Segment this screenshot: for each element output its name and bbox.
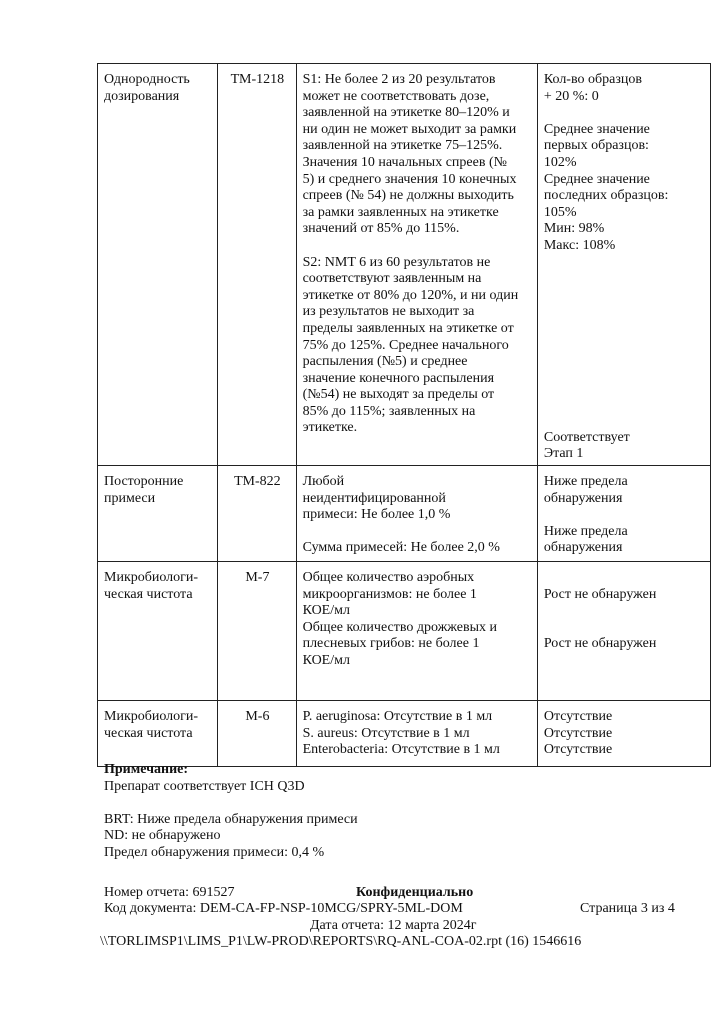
text-line: Общее количество аэробных (302, 569, 475, 585)
text-line: Среднее значение (543, 171, 650, 187)
text-line: пределы заявленных на этикетке от (302, 320, 514, 336)
specification-cell (296, 466, 537, 562)
table-row (98, 700, 711, 766)
notes-section (104, 762, 358, 862)
text-line: ND: не обнаружено (104, 828, 221, 844)
text-line: Соответствует (543, 429, 630, 445)
results-table (97, 63, 711, 767)
text-line: за рамки заявленных на этикетке (302, 204, 499, 220)
text-line: 85% до 115%; заявленных на (302, 403, 476, 419)
text-line: S. aureus: Отсутствие в 1 мл (302, 725, 470, 741)
text-line: Посторонние (104, 474, 184, 489)
text-line: ческая чистота (104, 586, 193, 602)
text-line (544, 570, 705, 587)
text-line: КОЕ/мл (302, 652, 350, 668)
text-line: микроорганизмов: не более 1 (302, 586, 477, 602)
text-line: Этап 1 (543, 446, 584, 462)
test-name-cell (98, 64, 218, 466)
text-line: примеси (104, 490, 156, 506)
text-line (544, 620, 705, 637)
text-line: обнаружения (543, 490, 623, 506)
method-cell: М-6 (218, 700, 296, 766)
text-line: Отсутствие (543, 708, 613, 724)
text-line: Сумма примесей: Не более 2,0 % (302, 540, 500, 556)
text-line: КОЕ/мл (302, 603, 350, 619)
text-line: Среднее значение (543, 121, 650, 137)
document-code: Код документа: DEM-CA-FP-NSP-10MCG/SPRY-5ML-DOM (104, 901, 463, 917)
report-date: Дата отчета: 12 марта 2024г (310, 917, 477, 933)
text-line: спреев (№ 54) не должны выходить (302, 188, 514, 204)
text-line: Микробиологи- (104, 708, 199, 724)
text-line: первых образцов: (543, 138, 649, 154)
result-cell (537, 64, 710, 466)
text-line: этикетке. (302, 420, 358, 436)
text-line: примеси: Не более 1,0 % (302, 507, 451, 523)
text-line: Препарат соответствует ICH Q3D (104, 778, 305, 794)
text-line: S1: Не более 2 из 20 результатов (302, 72, 496, 87)
method-cell: ТМ-1218 (218, 64, 296, 466)
text-line: заявленной на этикетке 80–120% и (302, 105, 510, 121)
page-footer (100, 885, 684, 951)
text-line: Кол-во образцов (543, 72, 642, 87)
text-line: 5) и среднего значения 10 конечных (302, 171, 517, 187)
text-line: Мин: 98% (543, 221, 605, 237)
text-line: неидентифицированной (302, 490, 446, 506)
text-line: распыления (№5) и среднее (302, 354, 468, 370)
text-line: значений от 85% до 115%. (302, 221, 460, 237)
notes-title: Примечание: (104, 762, 189, 777)
table-row (98, 466, 711, 562)
table-row (98, 561, 711, 700)
text-line: обнаружения (543, 540, 623, 556)
text-line (544, 507, 705, 524)
text-line: этикетке от 80% до 120%, и ни один (302, 287, 519, 303)
text-line: Рост не обнаружен (543, 636, 657, 652)
text-line: из результатов не выходит за (302, 304, 475, 320)
text-line: Микробиологи- (104, 569, 199, 585)
text-line: Отсутствие (543, 742, 613, 758)
text-line: ческая чистота (104, 725, 193, 741)
text-line (544, 603, 705, 620)
text-line: Предел обнаружения примеси: 0,4 % (104, 844, 325, 860)
test-name-cell (98, 561, 218, 700)
result-conclusion (544, 430, 630, 463)
result-cell (537, 700, 710, 766)
table-row (98, 64, 711, 466)
text-line (104, 795, 358, 812)
text-line: P. aeruginosa: Отсутствие в 1 мл (302, 708, 493, 724)
test-name-cell (98, 466, 218, 562)
page-number: Страница 3 из 4 (580, 901, 675, 917)
text-line: Ниже предела (543, 474, 628, 489)
text-line: Значения 10 начальных спреев (№ (302, 154, 507, 170)
result-cell (537, 466, 710, 562)
text-line: Общее количество дрожжевых и (302, 619, 498, 635)
text-line: последних образцов: (543, 188, 669, 204)
text-line: Enterobacteria: Отсутствие в 1 мл (302, 742, 500, 758)
specification-cell (296, 64, 537, 466)
report-number: Номер отчета: 691527 (104, 885, 235, 900)
text-line: Макс: 108% (543, 237, 616, 253)
text-line: ни один не может выходит за рамки (302, 121, 517, 137)
text-line: S2: NMT 6 из 60 результатов не (302, 254, 491, 270)
confidential-label: Конфиденциально (356, 885, 474, 900)
test-name-cell (98, 700, 218, 766)
result-cell (537, 561, 710, 700)
text-line: может не соответствовать дозе, (302, 88, 490, 104)
text-line: BRT: Ниже предела обнаружения примеси (104, 811, 358, 827)
text-line: значение конечного распыления (302, 370, 495, 386)
specification-cell (296, 700, 537, 766)
text-line: плесневых грибов: не более 1 (302, 636, 480, 652)
method-cell: ТМ-822 (218, 466, 296, 562)
specification-cell (296, 561, 537, 700)
text-line: дозирования (104, 88, 180, 104)
method-cell: М-7 (218, 561, 296, 700)
text-line: Ниже предела (543, 523, 628, 539)
text-line: 102% (543, 154, 577, 170)
text-line: (№54) не выходят за пределы от (302, 387, 495, 403)
text-line: Отсутствие (543, 725, 613, 741)
text-line: Рост не обнаружен (543, 586, 657, 602)
text-line (544, 105, 705, 122)
text-line: заявленной на этикетке 75–125%. (302, 138, 503, 154)
text-line: соответствуют заявленным на (302, 271, 482, 287)
text-line: Любой (302, 474, 345, 489)
text-line: 75% до 125%. Среднее начального (302, 337, 509, 353)
text-line: + 20 %: 0 (543, 88, 599, 104)
text-line (303, 524, 532, 541)
text-line: Однородность (104, 72, 190, 87)
text-line: 105% (543, 204, 577, 220)
report-path: \\TORLIMSP1\LIMS_P1\LW-PROD\REPORTS\RQ-ANL-COA-02.rpt (16) 1546616 (100, 934, 582, 950)
text-line (303, 238, 532, 255)
